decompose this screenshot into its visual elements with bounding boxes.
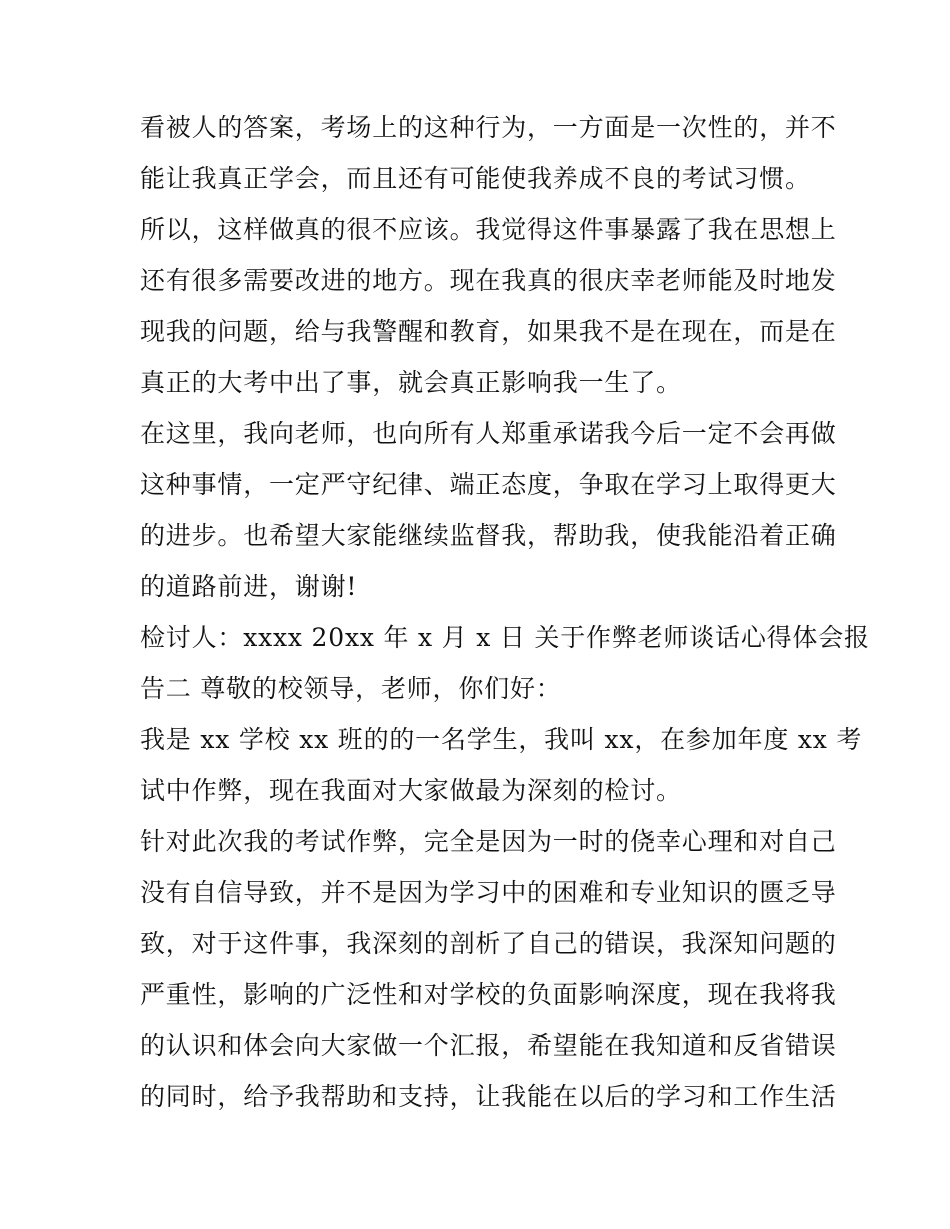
text-line: 的道路前进，谢谢! xyxy=(140,572,358,601)
text-line: 严重性，影响的广泛性和对学校的负面影响深度，现在我将我 xyxy=(140,980,837,1009)
text-line: 我是 xx 学校 xx 班的的一名学生，我叫 xx，在参加年度 xx 考 xyxy=(140,725,863,754)
text-line: 这种事情，一定严守纪律、端正态度，争取在学习上取得更大 xyxy=(140,470,837,499)
text-line: 能让我真正学会，而且还有可能使我养成不良的考试习惯。 xyxy=(140,164,811,193)
text-line: 致，对于这件事，我深刻的剖析了自己的错误，我深知问题的 xyxy=(140,929,837,958)
text-line: 在这里，我向老师，也向所有人郑重承诺我今后一定不会再做 xyxy=(140,419,837,448)
text-line: 真正的大考中出了事，就会真正影响我一生了。 xyxy=(140,368,682,397)
document-page xyxy=(140,102,870,1122)
text-line: 看被人的答案，考场上的这种行为，一方面是一次性的，并不 xyxy=(140,113,837,142)
signature-line: 检讨人：xxxx 20xx 年 x 月 x 日 关于作弊老师谈话心得体会报 xyxy=(140,623,870,652)
text-line: 针对此次我的考试作弊，完全是因为一时的侥幸心理和对自己 xyxy=(140,827,837,856)
text-line: 还有很多需要改进的地方。现在我真的很庆幸老师能及时地发 xyxy=(140,266,837,295)
text-line: 所以，这样做真的很不应该。我觉得这件事暴露了我在思想上 xyxy=(140,215,837,244)
text-line: 没有自信导致，并不是因为学习中的困难和专业知识的匮乏导 xyxy=(140,878,837,907)
text-line: 试中作弊，现在我面对大家做最为深刻的检讨。 xyxy=(140,776,682,805)
text-line: 的进步。也希望大家能继续监督我，帮助我，使我能沿着正确 xyxy=(140,521,837,550)
text-line: 的同时，给予我帮助和支持，让我能在以后的学习和工作生活 xyxy=(140,1082,837,1111)
text-line: 的认识和体会向大家做一个汇报，希望能在我知道和反省错误 xyxy=(140,1031,837,1060)
text-line: 现我的问题，给与我警醒和教育，如果我不是在现在，而是在 xyxy=(140,317,837,346)
salutation-line: 告二 尊敬的校领导，老师，你们好： xyxy=(140,674,562,703)
